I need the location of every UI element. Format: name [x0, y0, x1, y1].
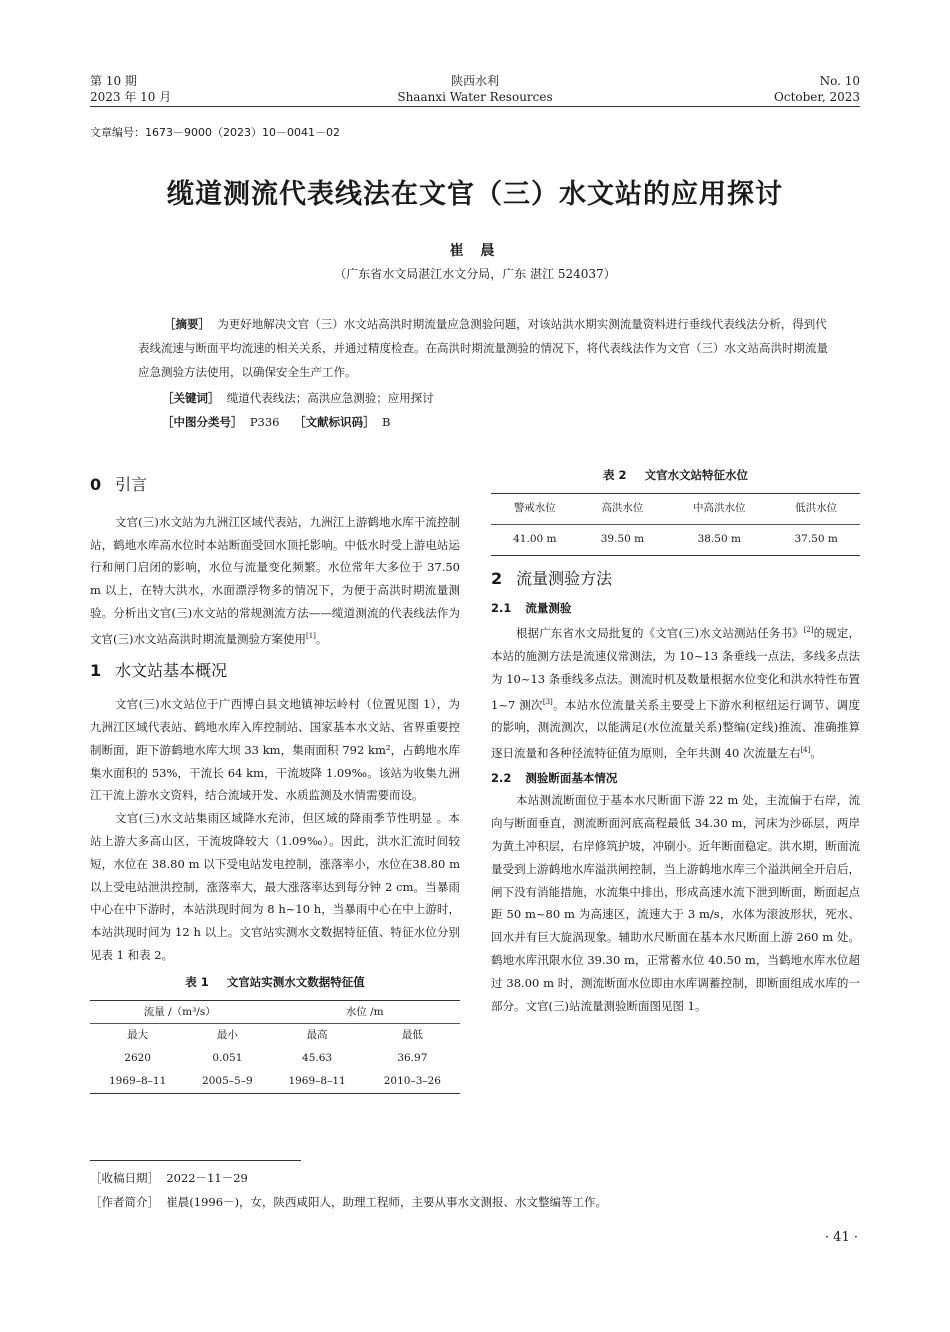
table-2-head: 警戒水位 [513, 502, 556, 515]
abstract-text: 为更好地解决文官（三）水文站高洪时期流量应急测验问题，对该站洪水期实测流量资料进行垂线代表线法分析，得到代表线流速与断面平均流速的相关关系，并通过精度检查。在高洪时期流量测验的情况下，将代表线法作为文官（三）水文站高洪时期流量应急测验方法使用，以确保安全生产工作。 [138, 317, 828, 379]
section-2-1-paragraph: 根据广东省水文局批复的《文官(三)水文站测站任务书》[2]的规定，本站的施测方法是流速仪常测法，为 10~13 条垂线一点法，多线多点法为 10~13 条垂线多点法。测流时机及数量根据水位变化和洪水特性布置 1~7 测次[3]。本站水位流量关系主要受上下游水利枢纽运行调节、调度的影响，测流测次，以能满足(水位流量关系)整编(定线)推流、准确推算逐日流量和各种径流特征值为原则，全年共测 40 次流量左右[4]。 [491, 626, 860, 760]
table-1-group-flow: 流量 /（m³/s） [90, 1000, 269, 1024]
section-2-heading: 2 流量测验方法 [491, 568, 613, 588]
author-bio: ［作者简介］ 崔晨(1996－)，女，陕西咸阳人，助理工程师，主要从事水文测报、水文整编等工作。 [90, 1195, 608, 1209]
section-1-heading: 1 水文站基本概况 [90, 661, 228, 681]
journal-name-cn: 陕西水利 [450, 74, 499, 88]
header-date-en: October, 2023 [774, 90, 860, 104]
section-2-2-heading: 2.2 测验断面基本情况 [491, 770, 618, 785]
table-2 [491, 493, 860, 556]
journal-name-en: Shaanxi Water Resources [397, 90, 553, 104]
author-affiliation: （广东省水文局湛江水文分局，广东 湛江 524037） [334, 267, 616, 281]
article-title: 缆道测流代表线法在文官（三）水文站的应用探讨 [167, 179, 783, 210]
section-0-heading: 0 引言 [90, 475, 148, 494]
footnote-rule [90, 1160, 301, 1161]
table-2-caption: 表 2 文官水文站特征水位 [602, 468, 748, 482]
keywords-text: 缆道代表线法；高洪应急测验；应用探讨 [226, 391, 434, 405]
table-1-cell: 1969–8–11 [288, 1074, 346, 1087]
keywords [162, 388, 434, 408]
doc-code-label: ［文献标识码］ [294, 415, 375, 429]
table-2-head: 低洪水位 [795, 502, 838, 515]
table-2-cell: 41.00 m [513, 533, 557, 546]
classification [162, 412, 390, 432]
author-name: 崔 晨 [449, 243, 501, 259]
table-2-head: 中高洪水位 [693, 502, 746, 515]
table-1-cell: 0.051 [212, 1052, 243, 1065]
section-1-paragraph-1: 文官(三)水文站位于广西博白县文地镇神坛岭村（位置见图 1），为九洲江区域代表站、鹤地水库入库控制站、国家基本水文站、省界重要控制断面，距下游鹤地水库大坝 33 km，集雨面积 792 km²，占鹤地水库集水面积的 53%，干流长 64 km，干流坡降 1.09‰。该站为收集九洲江干流上游水文资料，结合流域开发、水质监测及水情需要而设。 [90, 697, 460, 803]
section-2-2-paragraph: 本站测流断面位于基本水尺断面下游 22 m 处，主流偏于右岸，流向与断面垂直，测流断面河底高程最低 34.30 m，河床为沙砾层，两岸为黄土冲积层，右岸修筑护坡，冲刷小。近年断面稳定。洪水期，断面流量受到上游鹤地水库溢洪闸控制，当上游鹤地水库三个溢洪闸全开启后，闸下没有消能措施，水流集中排出，形成高速水流下泄到断面，断面起点距 50 m~80 m 为高速区，流速大于 3 m/s，水体为滚波形状，死水、回水并有巨大旋涡现象。辅助水尺断面在基本水尺断面上游 260 m 处。鹤地水库汛限水位 39.30 m，正常蓄水位 40.50 m，当鹤地水库水位超过 38.00 m 时，测流断面水位即由水库调蓄控制，即断面组成水库的一部分。文官(三)站流量测验断面图见图 1。 [491, 793, 860, 1013]
table-1-subhead: 最高 [306, 1029, 328, 1042]
section-0-paragraph: 文官(三)水文站为九洲江区域代表站，九洲江上游鹤地水库干流控制站，鹤地水库高水位时本站断面受回水顶托影响。中低水时受上游电站运行和闸门启闭的影响，水位与流量变化频繁。水位常年大多位于 37.50 m 以上，在特大洪水，水面漂浮物多的情况下，为便于高洪时期流量测验。分析出文官(三)水文站的常规测流方法——缆道测流的代表线法作为文官(三)水文站高洪时期流量测验方案使用[1]。 [90, 514, 460, 646]
table-2-cell: 37.50 m [794, 533, 838, 546]
header-date: 2023 年 10 月 [90, 90, 172, 104]
table-1-cell: 2620 [124, 1052, 151, 1065]
page-number: · 41 · [824, 1230, 858, 1245]
article-number: 文章编号：1673－9000（2023）10－0041－02 [90, 126, 340, 139]
clc-value: P336 [249, 415, 280, 429]
header-issue-en: No. 10 [819, 74, 860, 88]
header-rule [90, 106, 860, 107]
table-1-subhead: 最小 [216, 1029, 238, 1042]
table-1-subhead: 最大 [127, 1029, 149, 1042]
table-2-cell: 39.50 m [600, 533, 645, 546]
section-1-paragraph-2: 文官(三)水文站集雨区域降水充沛，但区域的降雨季节性明显 。本站上游大多高山区，干流坡降较大（1.09‰）。因此，洪水汇流时间较短，水位在 38.80 m 以下受电站发电控制，涨落率小，水位在38.80 m以上受电站泄洪控制，涨落率大，最大涨落率达到每分钟 2 cm。当暴雨中心在中下游时，本站洪现时间为 8 h~10 h，当暴雨中心在中上游时，本站洪现时间为 12 h 以上。文官站实测水文数据特征值、特征水位分别见表 1 和表 2。 [90, 811, 460, 962]
right-column [491, 464, 860, 1017]
keywords-label: ［关键词］ [162, 391, 220, 405]
table-2-head: 高洪水位 [601, 502, 644, 515]
table-1-cell: 1969–8–11 [109, 1074, 167, 1087]
table-1 [90, 1000, 460, 1094]
clc-label: ［中图分类号］ [162, 415, 243, 429]
table-1-cell: 45.63 [302, 1052, 333, 1065]
header-issue: 第 10 期 [90, 74, 137, 88]
table-1-cell: 36.97 [397, 1052, 428, 1065]
received-date: ［收稿日期］ 2022－11－29 [90, 1171, 248, 1185]
table-1-cell: 2005–5–9 [202, 1074, 253, 1087]
abstract-label: ［摘要］ [164, 317, 210, 331]
doc-code-value: B [381, 415, 391, 429]
left-column [90, 474, 460, 1094]
table-1-caption: 表 1 文官站实测水文数据特征值 [185, 974, 365, 989]
abstract [138, 312, 828, 384]
table-1-group-level: 水位 /m [269, 1000, 460, 1024]
table-2-cell: 38.50 m [697, 533, 741, 546]
table-1-cell: 2010–3–26 [383, 1074, 441, 1087]
table-1-subhead: 最低 [401, 1029, 423, 1042]
section-2-1-heading: 2.1 流量测验 [491, 600, 572, 615]
